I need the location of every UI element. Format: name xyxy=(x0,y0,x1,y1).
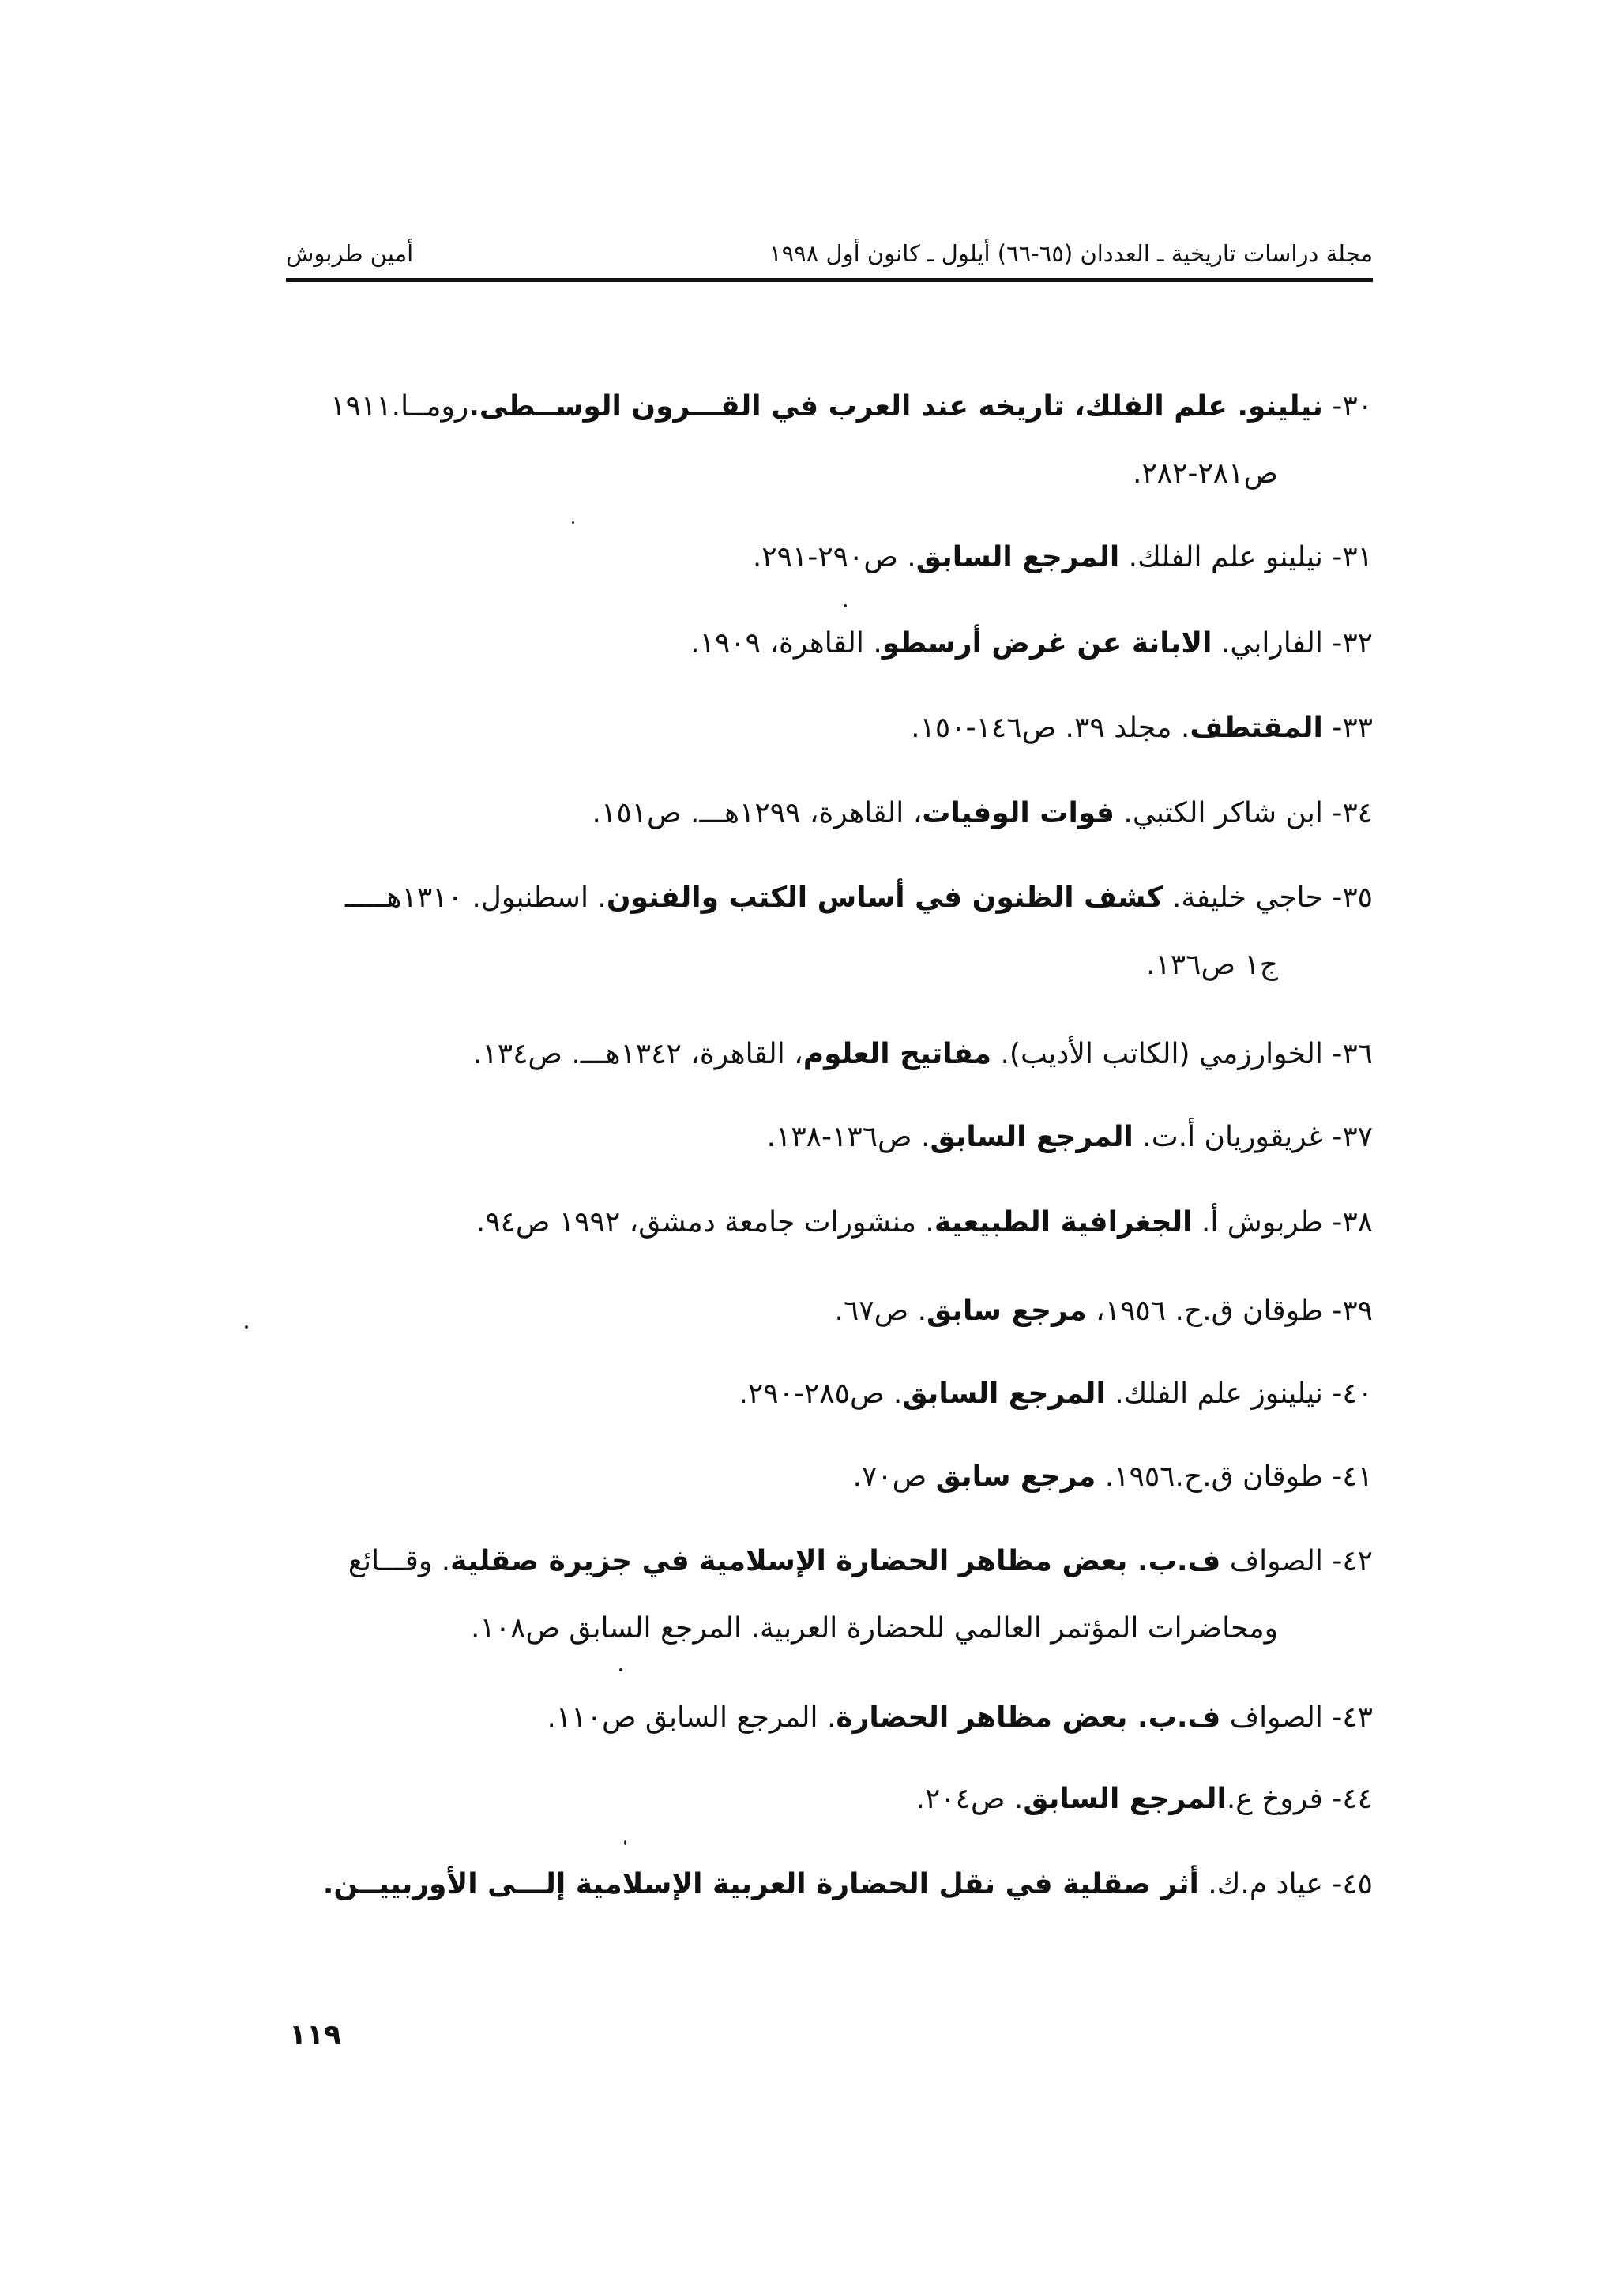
endnote-text: الفارابي. xyxy=(1212,627,1323,660)
endnote-number: ٣٨- xyxy=(1322,1206,1373,1239)
endnote-text: ص٧٠. xyxy=(852,1460,936,1493)
endnote-text: نيلينوز علم الفلك. xyxy=(1105,1378,1323,1410)
endnote-continuation: ص٢٨١-٢٨٢. xyxy=(1132,457,1278,490)
scan-speck xyxy=(624,1840,626,1845)
running-header xyxy=(286,237,1373,281)
endnote-text: . القاهرة، ١٩٠٩. xyxy=(690,627,882,660)
endnote-text: . منشورات جامعة دمشق، ١٩٩٢ ص٩٤. xyxy=(476,1206,934,1239)
endnote-title-text: ف.ب. بعض مظاهر الحضارة xyxy=(836,1701,1221,1734)
endnote-text: عياد م.ك. xyxy=(1198,1868,1323,1900)
endnote-text: . ص٢٨٥-٢٩٠. xyxy=(739,1378,903,1410)
endnote-line xyxy=(348,1546,1373,1577)
endnote-title-text: مرجع سابق xyxy=(935,1460,1096,1493)
endnote-line xyxy=(476,1207,1373,1239)
endnote-text: الصواف xyxy=(1220,1545,1323,1577)
endnote-text: فروخ ع. xyxy=(1226,1783,1323,1815)
endnote-line xyxy=(916,1784,1374,1815)
author-name: أمين طربوش xyxy=(286,240,414,267)
endnote-text: . وقـــائع xyxy=(348,1545,451,1577)
endnote-text: . ص٢٩٠-٢٩١. xyxy=(752,541,916,573)
endnote-title-text: المرجع السابق xyxy=(902,1378,1106,1410)
endnote-number: ٤٤- xyxy=(1322,1783,1373,1815)
endnote-continuation: ومحاضرات المؤتمر العالمي للحضارة العربية. المرجع السابق ص١٠٨. xyxy=(470,1612,1278,1645)
endnote-title-text: المرجع السابق xyxy=(930,1121,1133,1153)
endnote-text: . ص١٣٦-١٣٨. xyxy=(766,1121,930,1153)
endnote-number: ٣٣- xyxy=(1322,712,1373,744)
endnote-line xyxy=(592,798,1373,829)
endnote-title-text: نيلينو. علم الفلك، تاريخه عند العرب في القـــرون الوســطى. xyxy=(468,390,1323,423)
scan-speck xyxy=(844,604,847,607)
endnote-line xyxy=(834,1295,1373,1327)
endnote-title-text: كشف الظنون في أساس الكتب والفنون xyxy=(606,882,1163,914)
endnote-number: ٣١- xyxy=(1322,541,1373,573)
endnote-number: ٣٥- xyxy=(1322,882,1373,914)
endnote-text: رومــا.١٩١١ xyxy=(330,390,469,423)
endnote-number: ٤٠- xyxy=(1322,1378,1373,1410)
endnote-number: ٤٢- xyxy=(1322,1545,1373,1577)
endnote-line xyxy=(323,1869,1373,1900)
endnote-title-text: الابانة عن غرض أرسطو xyxy=(882,627,1212,660)
endnote-text: الصواف xyxy=(1220,1701,1323,1734)
endnote-line xyxy=(767,1122,1373,1153)
endnote-text: . المرجع السابق ص١١٠. xyxy=(547,1701,836,1734)
endnote-line xyxy=(739,1378,1373,1410)
endnote-text: غريقوريان أ.ت. xyxy=(1133,1121,1323,1153)
endnote-number: ٣٩- xyxy=(1322,1295,1373,1327)
endnote-title-text: فوات الوفيات xyxy=(922,797,1115,829)
endnote-line xyxy=(753,542,1373,573)
endnote-title-text: مفاتيح العلوم xyxy=(803,1038,992,1070)
endnote-title-text: ف.ب. بعض مظاهر الحضارة الإسلامية في جزيرة صقلية xyxy=(450,1545,1221,1577)
journal-title: مجلة دراسات تاريخية ـ العددان (٦٥-٦٦) أيلول ـ كانون أول ١٩٩٨ xyxy=(769,240,1373,267)
endnote-line xyxy=(690,628,1373,660)
endnote-line xyxy=(547,1702,1373,1734)
endnote-continuation: ج١ ص١٣٦. xyxy=(1145,949,1278,981)
endnote-text: ابن شاكر الكتبي. xyxy=(1114,797,1323,829)
endnote-title-text: أثر صقلية في نقل الحضارة العربية الإسلامية إلـــى الأوربييــن. xyxy=(322,1868,1199,1900)
endnote-text: نيلينو علم الفلك. xyxy=(1119,541,1323,573)
endnote-text: طوقان ق.ح.١٩٥٦. xyxy=(1096,1460,1323,1493)
endnote-number: ٤١- xyxy=(1322,1460,1373,1493)
endnote-line xyxy=(853,1461,1373,1493)
endnote-number: ٣٧- xyxy=(1322,1121,1373,1153)
endnote-text: حاجي خليفة. xyxy=(1163,882,1323,914)
endnote-line xyxy=(911,712,1373,744)
endnote-line xyxy=(330,391,1373,423)
endnote-text: ، القاهرة، ١٣٤٢هـــ. ص١٣٤. xyxy=(472,1038,803,1070)
endnote-text: طوقان ق.ح. ١٩٥٦، xyxy=(1086,1295,1323,1327)
endnote-number: ٣٦- xyxy=(1322,1038,1373,1070)
endnote-text: . ص٦٧. xyxy=(834,1295,927,1327)
endnote-line xyxy=(345,882,1373,914)
page-number: ١١٩ xyxy=(289,2019,341,2051)
endnote-text: ، القاهرة، ١٢٩٩هـــ. ص١٥١. xyxy=(592,797,923,829)
header-divider xyxy=(286,278,1373,282)
endnote-number: ٣٢- xyxy=(1322,627,1373,660)
endnote-text: . ص٢٠٤. xyxy=(915,1783,1024,1815)
endnote-text: . مجلد ٣٩. ص١٤٦-١٥٠. xyxy=(911,712,1190,744)
scan-speck xyxy=(619,1668,622,1671)
endnote-text: الخوارزمي (الكاتب الأديب). xyxy=(991,1038,1323,1070)
endnote-line xyxy=(473,1039,1373,1070)
endnote-title-text: مرجع سابق xyxy=(927,1295,1087,1327)
endnote-title-text: المرجع السابق xyxy=(1023,1783,1227,1815)
endnote-number: ٣٤- xyxy=(1322,797,1373,829)
scan-speck xyxy=(572,521,574,524)
endnote-number: ٤٣- xyxy=(1322,1701,1373,1734)
endnote-number: ٤٥- xyxy=(1322,1868,1373,1900)
endnote-text: طربوش أ. xyxy=(1192,1206,1323,1239)
endnote-number: ٣٠- xyxy=(1322,390,1373,423)
endnote-title-text: الجغرافية الطبيعية xyxy=(934,1206,1193,1239)
endnote-title-text: المقتطف xyxy=(1190,712,1323,744)
endnote-title-text: المرجع السابق xyxy=(915,541,1120,573)
endnote-text: . اسطنبول. ١٣١٠هـــــ xyxy=(344,882,607,914)
scan-speck xyxy=(245,1325,248,1329)
